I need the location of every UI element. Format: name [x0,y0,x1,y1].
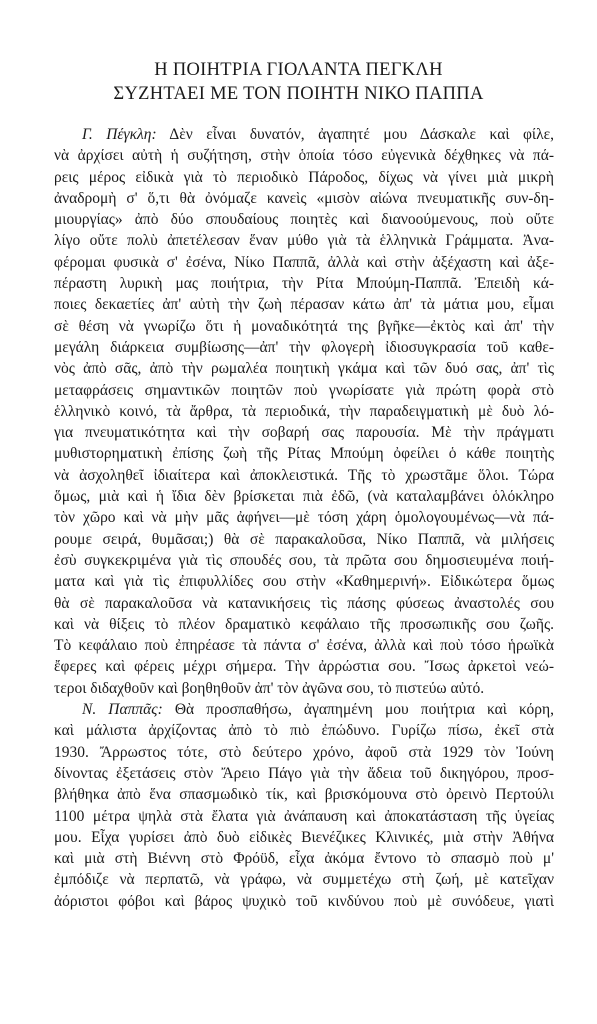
text-line: πέραστη λυρικὴ μας ποιήτρια, τὴν Ρίτα Μπούμη-Παππᾶ. Ἐπειδὴ κά- [54,275,554,293]
text-line: τεροι διδαχθοῦν καὶ βοηθηθοῦν ἀπ' τὸν ἀγῶνα σου, τὸ πιστεύω αὐτό. [54,679,485,697]
text-line: Ν. Παππᾶς: Θὰ προσπαθήσω, ἀγαπημένη μου ποιήτρια καὶ κόρη, [82,701,554,719]
article-title [0,58,597,106]
text-line: μου. Εἶχα γυρίσει ἀπὸ δυὸ εἰδικὲς Βιενέζικες Κλινικές, μιὰ στὴν Ἀθήνα [54,828,554,846]
speaker-label: Γ. Πέγκλη: [82,126,157,143]
text-line: τὸν χῶρο καὶ νὰ μὴν μᾶς ἀφήνει—μὲ τόση χάρη ὁμολογουμένως—νὰ πά- [54,509,554,527]
text-line: 1100 μέτρα ψηλὰ στὰ ἔλατα γιὰ ἀνάπαυση καὶ ἀποκατάσταση τῆς ὑγείας [54,807,554,825]
speaker-label: Ν. Παππᾶς: [82,701,163,719]
text-line: μεγάλη διάρκεια συμβίωσης—ἀπ' τὴν φλογερὴ ἰδιοσυγκρασία τοῦ καθε- [54,338,554,356]
text-line: λίγο οὔτε πολὺ ἀπετέλεσαν ἕναν μύθο γιὰ τὰ ἑλληνικὰ Γράμματα. Ἀνα- [54,232,554,250]
text-line: ποιες δεκαετίες ἀπ' αὐτὴ τὴν ζωὴ πέρασαν κάτω ἀπ' τὰ μάτια μου, εἶμαι [54,296,554,314]
text-line: νὰ ἀσχοληθεῖ ἰδιαίτερα καὶ ἀποκλειστικά. Τῆς τὸ χρωστᾶμε ὅλοι. Τώρα [54,466,554,484]
text-line: ἐσὺ συγκεκριμένα γιὰ τὶς σπουδές σου, τὰ πρῶτα σου δημοσιευμένα ποιή- [54,551,554,569]
text-line: ἀόριστοι φόβοι καὶ βάρος ψυχικὸ τοῦ κινδύνου ποὺ μὲ συνόδευε, γιατὶ [54,892,554,910]
text-line: ρεις μέρος εἰδικὰ γιὰ τὸ περιοδικὸ Πάροδος, δίχως νὰ γίνει μιὰ μικρὴ [54,168,554,186]
text-line: σὲ θέση νὰ γνωρίζω ὅτι ἡ μοναδικότητά της βγῆκε—ἐκτὸς καὶ ἀπ' τὴν [54,317,554,335]
text-line: νὸς ἀπὸ σᾶς, ἀπὸ τὴν ρωμαλέα ποιητικὴ γκάμα καὶ τῶν δυό σας, ἀπ' τὶς [54,360,554,378]
text-line: ματα καὶ γιὰ τὶς ἐπιφυλλίδες σου στὴν «Καθημερινή». Εἰδικώτερα ὅμως [54,573,554,591]
text-line: ἑλληνικὸ κοινό, τὰ ἄρθρα, τὰ περιοδικά, τὴν παραδειγματικὴ μὲ δυὸ λό- [54,402,554,420]
text-line: νὰ ἀρχίσει αὐτὴ ἡ συζήτηση, στὴν ὁποία τόσο εὐγενικὰ δέχθηκες νὰ πά- [54,147,554,165]
text-line: καὶ μιὰ στὴ Βιέννη στὸ Φρόϋδ, εἶχα ἀκόμα ἔντονο τὸ σπασμὸ ποὺ μ' [54,850,554,868]
text-line: ἀναδρομὴ σ' ὅ,τι θὰ ὀνόμαζε κανεὶς «μισὸν αἰώνα πνευματικῆς συν-δη- [54,189,554,207]
text-line: μυθιστορηματικὴ ἐπίσης ζωὴ τῆς Ρίτας Μπούμη ὀφείλει ὁ κάθε ποιητὴς [54,445,554,463]
text-line: φέρομαι φυσικὰ σ' ἐσένα, Νίκο Παππᾶ, ἀλλὰ καὶ στὴν ἀξέχαστη καὶ ἀξε- [54,253,554,271]
text-line: ρουμε σειρά, θυμᾶσαι;) θὰ σὲ παρακαλοῦσα, Νίκο Παππᾶ, νὰ μιλήσεις [54,530,554,548]
text-line: 1930. Ἄρρωστος τότε, στὸ δεύτερο χρόνο, ἀφοῦ στὰ 1929 τὸν Ἰούνη [54,743,554,761]
text-line: για πνευματικότητα καὶ τὴν σοβαρή σας παρουσία. Μὲ τὴν πράγματι [54,424,554,442]
text-line: θὰ σὲ παρακαλοῦσα νὰ κατανικήσεις τὶς πάσης φύσεως ἀναστολές σου [54,594,554,612]
article-body [54,124,554,912]
text-line: ἐμπόδιζε νὰ περπατῶ, νὰ γράφω, νὰ συμμετέχω στὴ ζωή, μὲ κατεῖχαν [54,871,554,889]
title-line-1: Η ΠΟΙΗΤΡΙΑ ΓΙΟΛΑΝΤΑ ΠΕΓΚΛΗ [154,60,443,80]
text-line: Γ. Πέγκλη: Δὲν εἶναι δυνατόν, ἀγαπητέ μου Δάσκαλε καὶ φίλε, [82,126,554,143]
text-line: καὶ μάλιστα ἀρχίζοντας ἀπὸ τὸ πιὸ ἐπώδυνο. Γυρίζω πίσω, ἐκεῖ στὰ [54,722,554,740]
text-line: μεταφράσεις σημαντικῶν ποιητῶν ποὺ γνωρίσατε γιὰ πρώτη φορὰ στὸ [54,381,554,399]
text-line: ὅμως, μιὰ καὶ ἡ ἴδια δὲν βρίσκεται πιὰ ἐδῶ, (νὰ καταλαμβάνει ὁλόκληρο [54,488,554,506]
text-line: μιουργίας» ἀπὸ δύο σπουδαίους ποιητὲς καὶ διανοούμενους, ποὺ οὔτε [54,211,554,229]
text-line: βλήθηκα ἀπὸ ἕνα σπασμωδικὸ τίκ, καὶ βρισκόμουνα στὸ ὀρεινὸ Περτούλι [54,786,554,804]
title-line-2: ΣΥΖΗΤΑΕΙ ΜΕ ΤΟΝ ΠΟΙΗΤΗ ΝΙΚΟ ΠΑΠΠΑ [113,84,484,104]
text-line: καὶ νὰ θίξεις τὸ πλέον δραματικὸ κεφάλαιο τῆς προσωπικῆς σου ζωῆς. [54,615,554,633]
text-line: Τὸ κεφάλαιο ποὺ ἐπηρέασε τὰ πάντα σ' ἐσένα, ἀλλὰ καὶ ποὺ τόσο ἡρωϊκὰ [54,637,554,655]
text-line: δίνοντας ἐξετάσεις στὸν Ἄρειο Πάγο γιὰ τὴν ἄδεια τοῦ δικηγόρου, προσ- [54,764,554,782]
text-line: ἔφερες καὶ φέρεις μέχρι σήμερα. Τὴν ἀρρώστια σου. Ἴσως ἀρκετοὶ νεώ- [54,658,554,676]
